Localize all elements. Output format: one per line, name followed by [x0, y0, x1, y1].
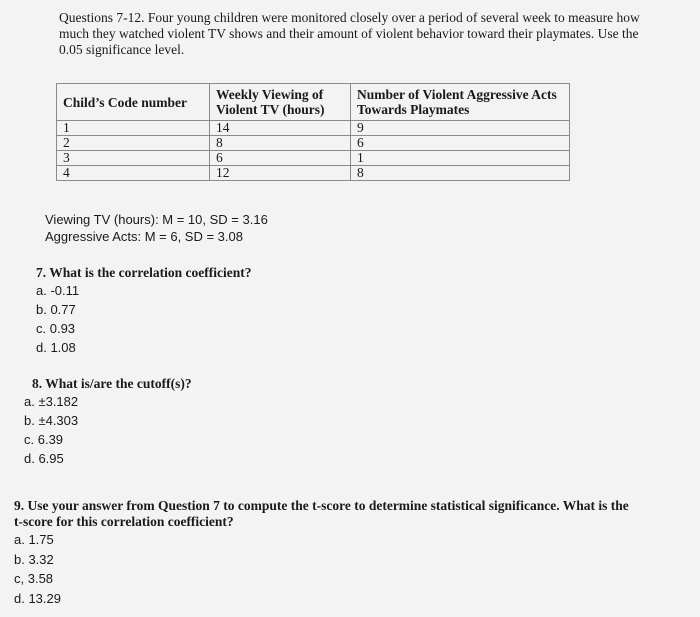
data-table [56, 83, 570, 181]
question-9-title: 9. Use your answer from Question 7 to compute the t-score to determine statistical significance. What is the t-score for this correlation coefficient? [14, 498, 629, 529]
table-row [57, 166, 570, 181]
table-cell: 8 [210, 136, 351, 151]
q9-option-d[interactable]: d. 13.29 [14, 590, 61, 606]
header-weekly-viewing: Weekly Viewing of Violent TV (hours) [210, 84, 351, 121]
table-cell: 8 [351, 166, 570, 181]
table-cell: 1 [57, 121, 210, 136]
table-cell: 12 [210, 166, 351, 181]
q8-option-c[interactable]: c. 6.39 [24, 432, 64, 447]
table-cell: 2 [57, 136, 210, 151]
header-aggressive-acts: Number of Violent Aggressive Acts Towards Playmates [351, 84, 570, 121]
intro-text: Questions 7-12. Four young children were monitored closely over a period of several week to measure how much they watched violent TV shows and their amount of violent behavior toward their playmates. Use the 0.05 significance level. [59, 10, 640, 57]
table-cell: 14 [210, 121, 351, 136]
question-8 [24, 375, 192, 468]
table-row [57, 136, 570, 151]
question-8-title: 8. What is/are the cutoff(s)? [32, 376, 192, 391]
table-cell: 4 [57, 166, 210, 181]
table-row [57, 151, 570, 166]
question-7-title: 7. What is the correlation coefficient? [36, 265, 252, 280]
q7-option-d[interactable]: d. 1.08 [36, 340, 76, 355]
table-cell: 1 [351, 151, 570, 166]
table-cell: 6 [210, 151, 351, 166]
q7-option-b[interactable]: b. 0.77 [36, 302, 76, 317]
stats-aggressive: Aggressive Acts: M = 6, SD = 3.08 [45, 229, 243, 244]
table-header-row [57, 84, 570, 121]
q9-option-a[interactable]: a. 1.75 [14, 532, 54, 547]
table-cell: 9 [351, 121, 570, 136]
q8-option-d[interactable]: d. 6.95 [24, 451, 64, 466]
question-7 [36, 264, 251, 357]
q9-option-c[interactable]: c, 3.58 [14, 571, 54, 586]
stats-tv: Viewing TV (hours): M = 10, SD = 3.16 [45, 212, 268, 227]
table-row [57, 121, 570, 136]
table-cell: 3 [57, 151, 210, 166]
summary-stats [45, 211, 268, 245]
header-child-code: Child’s Code number [57, 84, 210, 121]
table-cell: 6 [351, 136, 570, 151]
q8-option-a[interactable]: a. ±3.182 [24, 394, 79, 409]
q9-option-b[interactable]: b. 3.32 [14, 551, 54, 567]
q8-option-b[interactable]: b. ±4.303 [24, 413, 79, 428]
q7-option-c[interactable]: c. 0.93 [36, 321, 76, 336]
q7-option-a[interactable]: a. -0.11 [36, 283, 80, 298]
question-9 [14, 498, 634, 608]
